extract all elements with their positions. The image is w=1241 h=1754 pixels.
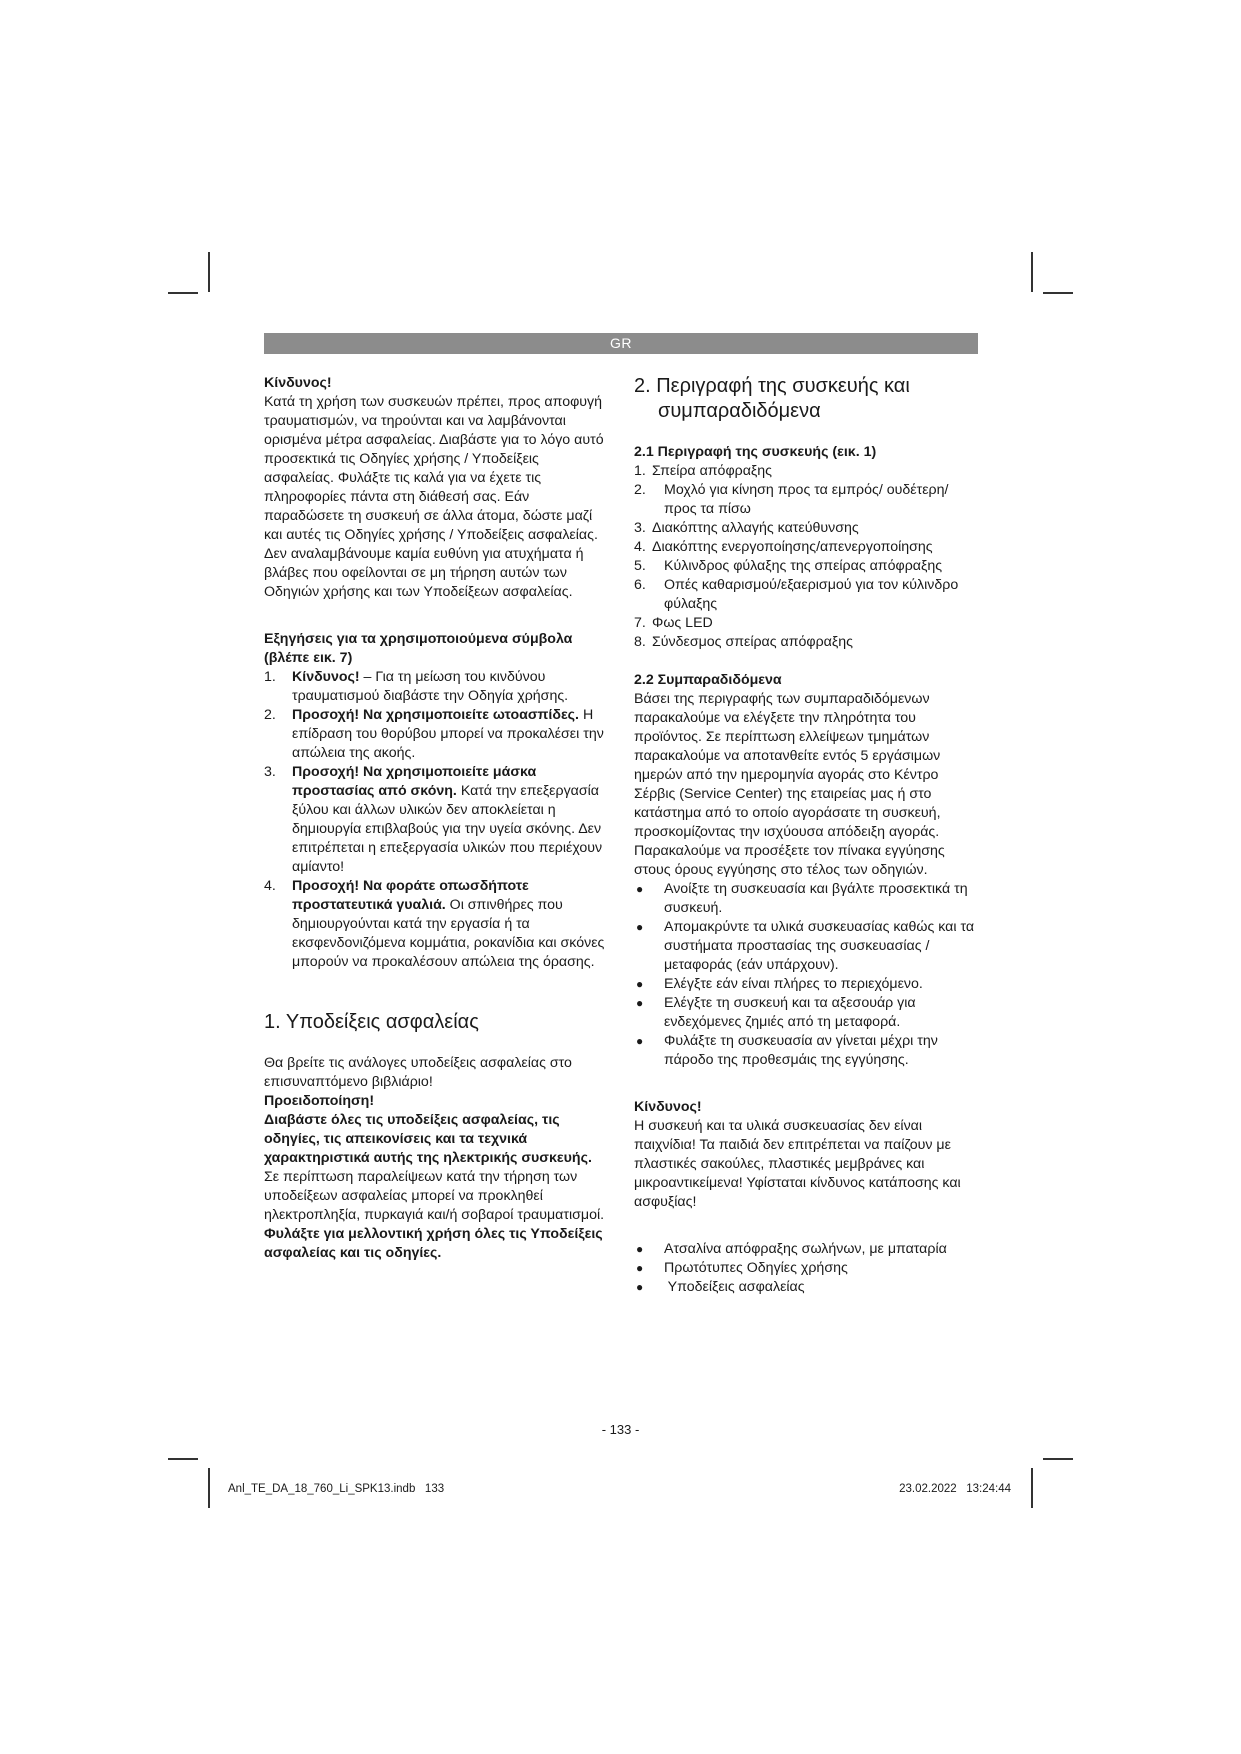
crop-mark [1043,1458,1073,1460]
device-description-title: 2.1 Περιγραφή της συσκευής (εικ. 1) [634,444,877,460]
crop-mark [1043,292,1073,294]
crop-mark [168,1458,198,1460]
warning-label: Προειδοποίηση! [264,1093,375,1109]
bullet-icon: ● [636,1034,644,1048]
part-item: 8. Σύνδεσμος σπείρας απόφραξης [634,634,853,650]
bullet-icon: ● [636,996,644,1010]
scope-title: 2.2 Συμπαραδιδόμενα [634,672,782,688]
warning-text: Διαβάστε όλες τις υποδείξεις ασφαλείας, τις οδηγίες, τις απεικονίσεις και τα τεχνικά χαρακτηριστικά αυτής της ηλεκτρικής συσκευής. Σε περίπτωση παραλείψεων κατά την τήρηση των υποδείξεων ασφαλείας μπορεί να προκληθεί ηλεκτροπληξία, πυρκαγιά και/ή σοβαροί τραυματισμοί. [264,1112,605,1223]
language-bar: GR [264,333,978,354]
crop-mark [168,292,198,294]
list-item: ● Υποδείξεις ασφαλείας [636,1279,805,1295]
safety-heading: 1. Υποδείξεις ασφαλείας [264,1011,479,1033]
keep-instructions: Φυλάξτε για μελλοντική χρήση όλες τις Υποδείξεις ασφαλείας και τις οδηγίες. [264,1226,603,1261]
contents-bullets [634,1240,980,1297]
bullet-icon: ● [636,920,644,934]
symbol-item: 1. Κίνδυνος! – Για τη μείωση του κινδύνου τραυματισμού διαβάστε την Οδηγία χρήσης. [264,669,569,704]
page-number: - 133 - [601,1422,640,1437]
list-item: ● Πρωτότυπες Οδηγίες χρήσης [636,1260,848,1276]
bullet-icon: ● [636,977,644,991]
symbol-item: 4. Προσοχή! Να φοράτε οπωσδήποτε προστατευτικά γυαλιά. Οι σπινθήρες που δημιουργούνται κατά την εργασία ή τα εκσφενδονιζόμενα κομμάτια, ροκανίδια και σκόνες μπορούν να προκαλέσουν απώλεια της όρασης. [264,878,605,970]
right-column [634,374,980,1297]
symbol-item: 3. Προσοχή! Να χρησιμοποιείτε μάσκα προστασίας από σκόνη. Κατά την επεξεργασία ξύλου και άλλων υλικών δεν αποκλείεται η δημιουργία επιβλαβούς για την υγεία σκόνης. Δεν επιτρέπεται η επεξεργασία υλικών που περιέχουν αμίαντο! [264,764,603,875]
list-item: ● Ελέγξτε εάν είναι πλήρες το περιεχόμενο. [636,976,923,992]
crop-mark [1031,1468,1033,1508]
list-item: ● Ελέγξτε τη συσκευή και τα αξεσουάρ για ενδεχόμενες ζημιές από τη μεταφορά. [636,995,916,1030]
left-column [264,374,610,1263]
list-item: ● Ατσαλίνα απόφραξης σωλήνων, με μπαταρία [636,1241,947,1257]
bullet-icon: ● [636,1261,644,1275]
scope-bullets [634,880,980,1070]
danger-text: Κατά τη χρήση των συσκευών πρέπει, προς αποφυγή τραυματισμών, να τηρούνται και να λαμβάνονται ορισμένα μέτρα ασφαλείας. Διαβάστε για το λόγο αυτό προσεκτικά τις Οδηγίες χρήσης / Υποδείξεις ασφαλείας. Φυλάξτε τις καλά για να έχετε τις πληροφορίες πάντα στη διάθεσή σας. Εάν παραδώσετε τη συσκευή σε άλλα άτομα, δώστε μαζί και αυτές τις Οδηγίες χρήσης / Υποδείξεις ασφαλείας. Δεν αναλαμβάνουμε καμία ευθύνη για ατυχήματα ή βλάβες που οφείλονται σε μη τήρηση αυτών των Οδηγιών χρήσης και των Υποδείξεων ασφαλείας. [264,394,604,600]
device-parts-list [634,462,980,652]
danger-title: Κίνδυνος! [264,375,332,391]
part-item: 2. Μοχλό για κίνηση προς τα εμπρός/ ουδέτερη/προς τα πίσω [634,482,949,517]
symbol-item: 2. Προσοχή! Να χρησιμοποιείτε ωτοασπίδες. Η επίδραση του θορύβου μπορεί να προκαλέσει την απώλεια της ακοής. [264,707,604,761]
part-item: 7. Φως LED [634,615,713,631]
safety-intro: Θα βρείτε τις ανάλογες υποδείξεις ασφαλείας στο επισυναπτόμενο βιβλιάριο! [264,1055,572,1090]
footer-filename: Anl_TE_DA_18_760_Li_SPK13.indb 133 [228,1483,445,1495]
part-item: 1. Σπείρα απόφραξης [634,463,773,479]
symbols-list [264,668,610,972]
crop-mark [208,252,210,292]
danger-title: Κίνδυνος! [634,1099,702,1115]
section-heading: 2. Περιγραφή της συσκευής και συμπαραδιδόμενα [634,375,910,422]
crop-mark [1031,252,1033,292]
part-item: 5. Κύλινδρος φύλαξης της σπείρας απόφραξης [634,558,943,574]
list-item: ● Ανοίξτε τη συσκευασία και βγάλτε προσεκτικά τη συσκευή. [636,881,968,916]
danger-text: Η συσκευή και τα υλικά συσκευασίας δεν είναι παιχνίδια! Τα παιδιά δεν επιτρέπεται να παίζουν με πλαστικές σακούλες, πλαστικές μεμβράνες και μικροαντικείμενα! Υφίσταται κίνδυνος κατάποσης και ασφυξίας! [634,1118,961,1210]
list-item: ● Φυλάξτε τη συσκευασία αν γίνεται μέχρι την πάροδο της προθεσμάις της εγγύησης. [636,1033,938,1068]
scope-text: Βάσει της περιγραφής των συμπαραδιδόμενων παρακαλούμε να ελέγξετε την πληρότητα του προϊόντος. Σε περίπτωση ελλείψεων τμημάτων παρακαλούμε να αποτανθείτε εντός 5 εργάσιμων ημερών από την ημερομηνία αγοράς στο Κέντρο Σέρβις (Service Center) της εταιρείας μας ή στο κατάστημα από το οποίο αγοράσατε τη συσκευή, προσκομίζοντας την ισχύουσα απόδειξη αγοράς. Παρακαλούμε να προσέξετε τον πίνακα εγγύησης στους όρους εγγύησης στο τέλος των οδηγιών. [634,691,945,878]
part-item: 4. Διακόπτης ενεργοποίησης/απενεργοποίησης [634,539,933,555]
symbols-title: Εξηγήσεις για τα χρησιμοποιούμενα σύμβολα (βλέπε εικ. 7) [264,631,573,666]
crop-mark [208,1468,210,1508]
list-item: ● Απομακρύντε τα υλικά συσκευασίας καθώς και τα συστήματα προστασίας της συσκευασίας / μεταφοράς (εάν υπάρχουν). [636,919,975,973]
bullet-icon: ● [636,1242,644,1256]
bullet-icon: ● [636,1280,644,1294]
part-item: 3. Διακόπτης αλλαγής κατεύθυνσης [634,520,859,536]
bullet-icon: ● [636,882,644,896]
part-item: 6. Οπές καθαρισμού/εξαερισμού για τον κύλινδρο φύλαξης [634,577,959,612]
footer-timestamp: 23.02.2022 13:24:44 [899,1483,1011,1495]
